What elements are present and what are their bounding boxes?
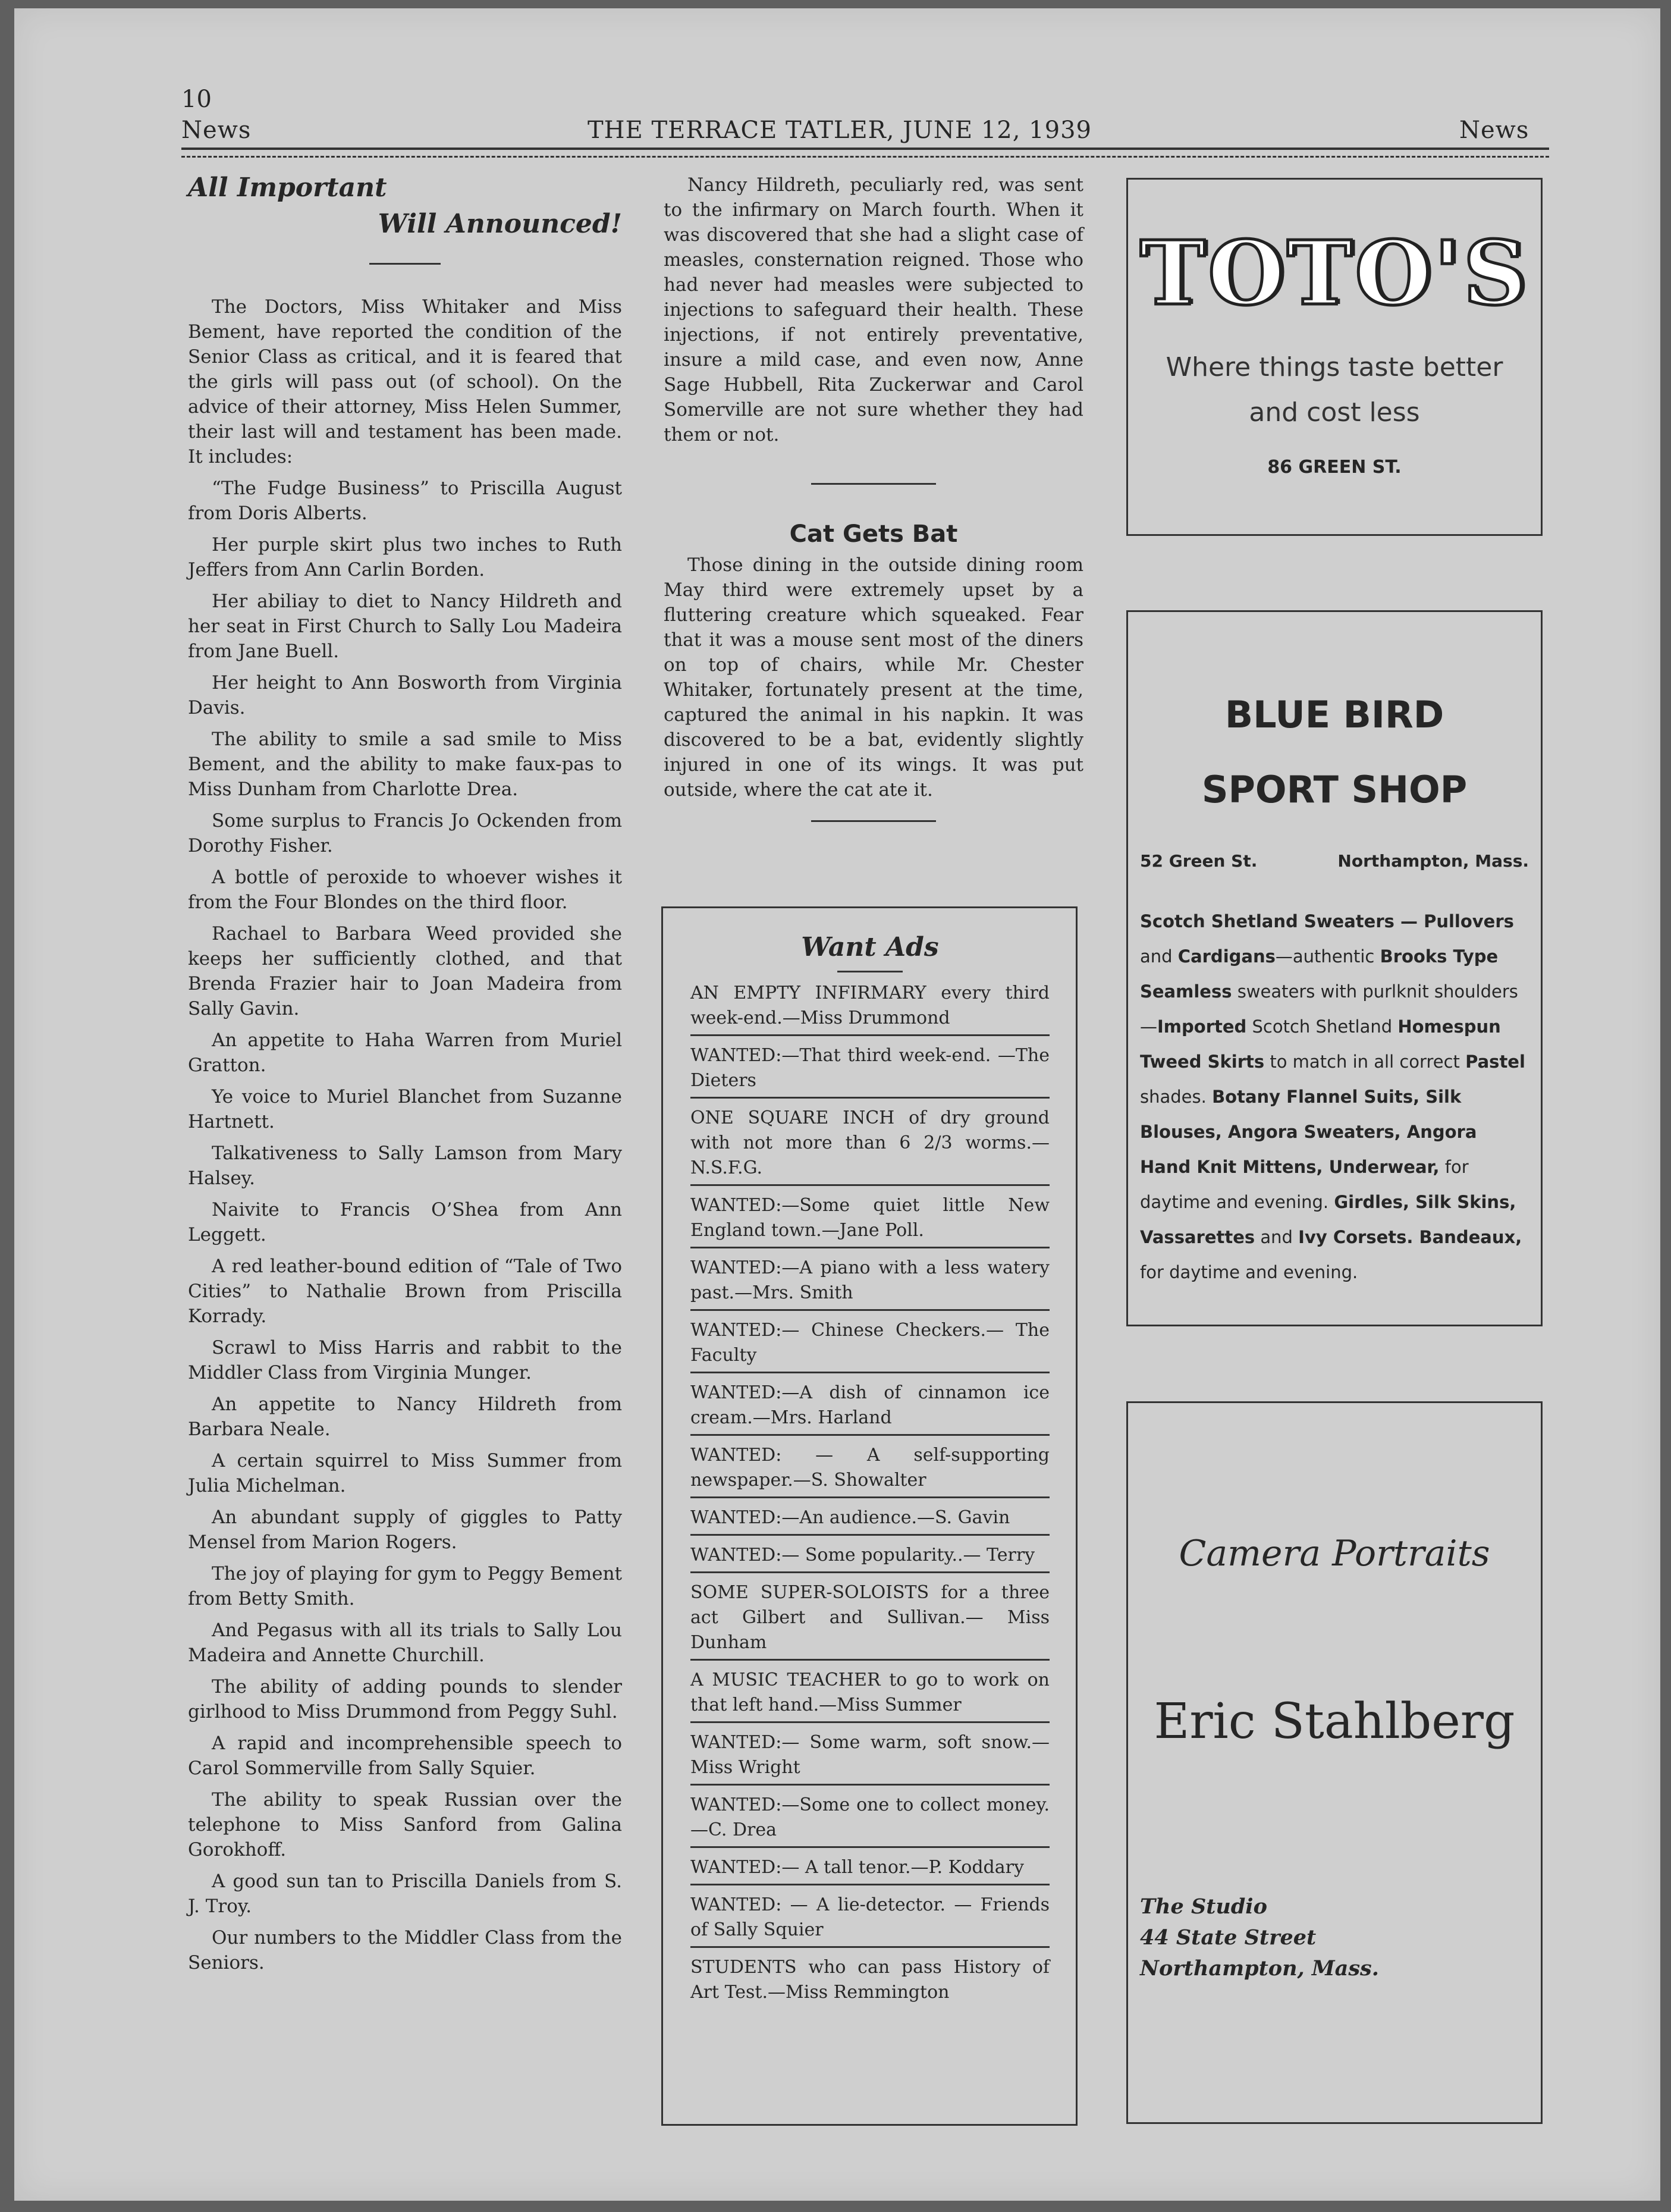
- will-paragraph: And Pegasus with all its trials to Sally Lou Madeira and Annette Churchill.: [188, 1620, 622, 1666]
- measles-article: Nancy Hildreth, peculiarly red, was sent to the infirmary on March fourth. When it was discovered that she had a slight case of measles, consternation reigned. Those who had never had measles were subjected to injections to safeguard their health. These injections, if not entirely preventative, insure a mild case, and even now, Anne Sage Hubbell, Rita Zuckerwar and Carol Somerville are not sure whether they had them or not.: [664, 174, 1083, 445]
- want-ad-item: WANTED: — A lie-detector. — Friends of Sally Squier: [690, 1893, 1050, 1948]
- want-ad-item: WANTED:—An audience.—S. Gavin: [690, 1505, 1050, 1536]
- bluebird-text: shades.: [1140, 1087, 1213, 1107]
- camera-address-line2: 44 State Street: [1140, 1925, 1317, 1950]
- page-number: 10: [181, 86, 212, 113]
- will-paragraph: Talkativeness to Sally Lamson from Mary Halsey.: [188, 1143, 622, 1189]
- bluebird-product: Pastel: [1465, 1052, 1525, 1072]
- totos-logo: TOTO'S: [1139, 221, 1529, 325]
- will-headline-line2: Will Announced!: [378, 209, 622, 239]
- header-rule: [181, 148, 1549, 158]
- bluebird-city: Northampton, Mass.: [1337, 851, 1529, 871]
- want-ad-item: WANTED:— Some warm, soft snow.—Miss Wright: [690, 1730, 1050, 1786]
- bluebird-text: to match in all correct: [1264, 1052, 1466, 1072]
- want-ad-item: A MUSIC TEACHER to go to work on that left hand.—Miss Summer: [690, 1668, 1050, 1723]
- bluebird-name: [1128, 677, 1541, 827]
- want-ad-item: STUDENTS who can pass History of Art Test.—Miss Remmington: [690, 1957, 1050, 2003]
- will-paragraphs: [188, 294, 622, 1975]
- bluebird-product: Brooks Type Seamless: [1140, 946, 1499, 1002]
- bluebird-text: Scotch Shetland: [1246, 1016, 1398, 1037]
- will-paragraph: The ability to smile a sad smile to Miss Bement, and the ability to make faux-pas to Miss Dunham from Charlotte Drea.: [188, 729, 622, 800]
- bluebird-description: [1128, 904, 1541, 1290]
- totos-ad: [1126, 178, 1543, 536]
- bluebird-name-line2: SPORT SHOP: [1201, 768, 1468, 811]
- article-divider-2: [811, 820, 936, 822]
- want-ad-item: WANTED:— Some popularity..— Terry: [690, 1543, 1050, 1573]
- will-paragraph: The Doctors, Miss Whitaker and Miss Bement, have reported the condition of the Senior Class as critical, and it is feared that the girls will pass out (of school). On the advice of their attorney, Miss Helen Summer, their last will and testament has been made. It includes:: [188, 296, 622, 467]
- will-headline-line1: All Important: [188, 172, 387, 203]
- totos-tagline-line1: Where things taste better: [1166, 352, 1503, 382]
- will-paragraph: Rachael to Barbara Weed provided she keeps her sufficiently clothed, and that Brenda Frazier hair to Joan Madeira from Sally Gavin.: [188, 923, 622, 1019]
- bluebird-product: Ivy Corsets. Bandeaux,: [1298, 1227, 1522, 1247]
- camera-title: Camera Portraits: [1179, 1533, 1490, 1574]
- bluebird-product: Imported: [1157, 1016, 1247, 1037]
- will-paragraph: A certain squirrel to Miss Summer from Julia Michelman.: [188, 1450, 622, 1496]
- header-section-left: News: [181, 117, 252, 144]
- totos-address: 86 GREEN ST.: [1267, 457, 1402, 478]
- want-ad-item: WANTED:—A dish of cinnamon ice cream.—Mrs. Harland: [690, 1380, 1050, 1436]
- newspaper-page: [14, 8, 1660, 2201]
- bluebird-product: Homespun Tweed Skirts: [1140, 1016, 1501, 1072]
- bluebird-name-line1: BLUE BIRD: [1224, 693, 1444, 736]
- want-ad-item: WANTED: — A self-supporting newspaper.—S. Showalter: [690, 1443, 1050, 1498]
- want-ad-item: AN EMPTY INFIRMARY every third week-end.—Miss Drummond: [690, 981, 1050, 1036]
- camera-address: [1140, 1891, 1541, 1984]
- will-paragraph: An abundant supply of giggles to Patty Mensel from Marion Rogers.: [188, 1507, 622, 1553]
- will-paragraph: Her height to Ann Bosworth from Virginia Davis.: [188, 672, 622, 718]
- cat-article-title: Cat Gets Bat: [789, 520, 958, 548]
- will-paragraph: Naivite to Francis O’Shea from Ann Leggett.: [188, 1199, 622, 1245]
- masthead: THE TERRACE TATLER, JUNE 12, 1939: [588, 117, 1092, 144]
- bluebird-text: sweaters with purlknit shoulders—: [1140, 981, 1518, 1037]
- will-paragraph: The joy of playing for gym to Peggy Bement from Betty Smith.: [188, 1563, 622, 1609]
- will-paragraph: The ability to speak Russian over the telephone to Miss Sanford from Galina Gorokhoff.: [188, 1789, 622, 1860]
- will-paragraph: “The Fudge Business” to Priscilla August from Doris Alberts.: [188, 478, 622, 524]
- will-paragraph: A bottle of peroxide to whoever wishes it from the Four Blondes on the third floor.: [188, 867, 622, 913]
- want-ads-list: [690, 981, 1050, 2009]
- headline-divider: [369, 263, 441, 265]
- will-paragraph: Her purple skirt plus two inches to Ruth Jeffers from Ann Carlin Borden.: [188, 534, 622, 581]
- center-column: [664, 172, 1083, 858]
- want-ad-item: WANTED:—Some one to collect money.—C. Drea: [690, 1793, 1050, 1848]
- will-paragraph: The ability of adding pounds to slender girlhood to Miss Drummond from Peggy Suhl.: [188, 1676, 622, 1722]
- want-ad-item: WANTED:—A piano with a less watery past.—Mrs. Smith: [690, 1256, 1050, 1311]
- bluebird-text: for daytime and evening.: [1140, 1262, 1358, 1282]
- camera-address-line3: Northampton, Mass.: [1140, 1956, 1379, 1981]
- want-ad-item: SOME SUPER-SOLOISTS for a three act Gilbert and Sullivan.— Miss Dunham: [690, 1580, 1050, 1661]
- want-ad-item: WANTED:—That third week-end. —The Dieters: [690, 1043, 1050, 1099]
- bluebird-text: —authentic: [1275, 946, 1380, 967]
- bluebird-street: 52 Green St.: [1140, 851, 1258, 871]
- will-paragraph: Our numbers to the Middler Class from the Seniors.: [188, 1927, 622, 1973]
- will-paragraph: Her abiliay to diet to Nancy Hildreth and her seat in First Church to Sally Lou Madeira from Jane Buell.: [188, 591, 622, 662]
- bluebird-text: and: [1255, 1227, 1299, 1247]
- want-ad-item: ONE SQUARE INCH of dry ground with not more than 6 2/3 worms.—N.S.F.G.: [690, 1106, 1050, 1186]
- want-ad-item: WANTED:— Chinese Checkers.— The Faculty: [690, 1318, 1050, 1373]
- will-paragraph: A red leather-bound edition of “Tale of Two Cities” to Nathalie Brown from Priscilla Korrady.: [188, 1256, 622, 1327]
- header-section-right: News: [1459, 117, 1529, 144]
- bluebird-text: and: [1140, 946, 1178, 967]
- bluebird-ad: [1126, 610, 1543, 1326]
- bluebird-address: [1128, 851, 1541, 871]
- want-ads-box: [661, 906, 1078, 2126]
- article-divider: [811, 483, 936, 485]
- want-ad-item: WANTED:—Some quiet little New England town.—Jane Poll.: [690, 1193, 1050, 1248]
- bluebird-product: Scotch Shetland Sweaters — Pullovers: [1140, 911, 1514, 931]
- bluebird-product: Cardigans: [1177, 946, 1276, 967]
- will-article: [188, 172, 622, 1982]
- camera-address-line1: The Studio: [1140, 1894, 1267, 1919]
- will-paragraph: A rapid and incomprehensible speech to Carol Sommerville from Sally Squier.: [188, 1733, 622, 1779]
- will-paragraph: Some surplus to Francis Jo Ockenden from Dorothy Fisher.: [188, 810, 622, 856]
- will-paragraph: A good sun tan to Priscilla Daniels from S. J. Troy.: [188, 1871, 622, 1917]
- cat-article-text: Those dining in the outside dining room May third were extremely upset by a fluttering creature which squeaked. Fear that it was a mouse sent most of the diners on top of chairs, while Mr. Chester Whitaker, fortunately present at the time, captured the animal in his napkin. It was discovered to be a bat, evidently slightly injured in one of its wings. It was put outside, where the cat ate it.: [664, 554, 1083, 801]
- will-paragraph: An appetite to Haha Warren from Muriel Gratton.: [188, 1030, 622, 1076]
- camera-portraits-ad: [1126, 1401, 1543, 2124]
- bluebird-text: for daytime and evening.: [1140, 1157, 1469, 1212]
- want-ads-title: Want Ads: [801, 932, 939, 962]
- totos-tagline: [1128, 345, 1541, 435]
- will-paragraph: Scrawl to Miss Harris and rabbit to the Middler Class from Virginia Munger.: [188, 1337, 622, 1383]
- want-ad-item: WANTED:— A tall tenor.—P. Koddary: [690, 1855, 1050, 1885]
- bluebird-product: Girdles, Silk Skins, Vassarettes: [1140, 1192, 1516, 1247]
- will-paragraph: Ye voice to Muriel Blanchet from Suzanne Hartnett.: [188, 1086, 622, 1132]
- want-ads-title-rule: [837, 971, 903, 972]
- photographer-name: Eric Stahlberg: [1154, 1693, 1515, 1750]
- bluebird-product: Botany Flannel Suits, Silk Blouses, Angora Sweaters, Angora Hand Knit Mittens, Underwear,: [1140, 1087, 1477, 1177]
- will-paragraph: An appetite to Nancy Hildreth from Barbara Neale.: [188, 1394, 622, 1440]
- totos-tagline-line2: and cost less: [1249, 397, 1420, 428]
